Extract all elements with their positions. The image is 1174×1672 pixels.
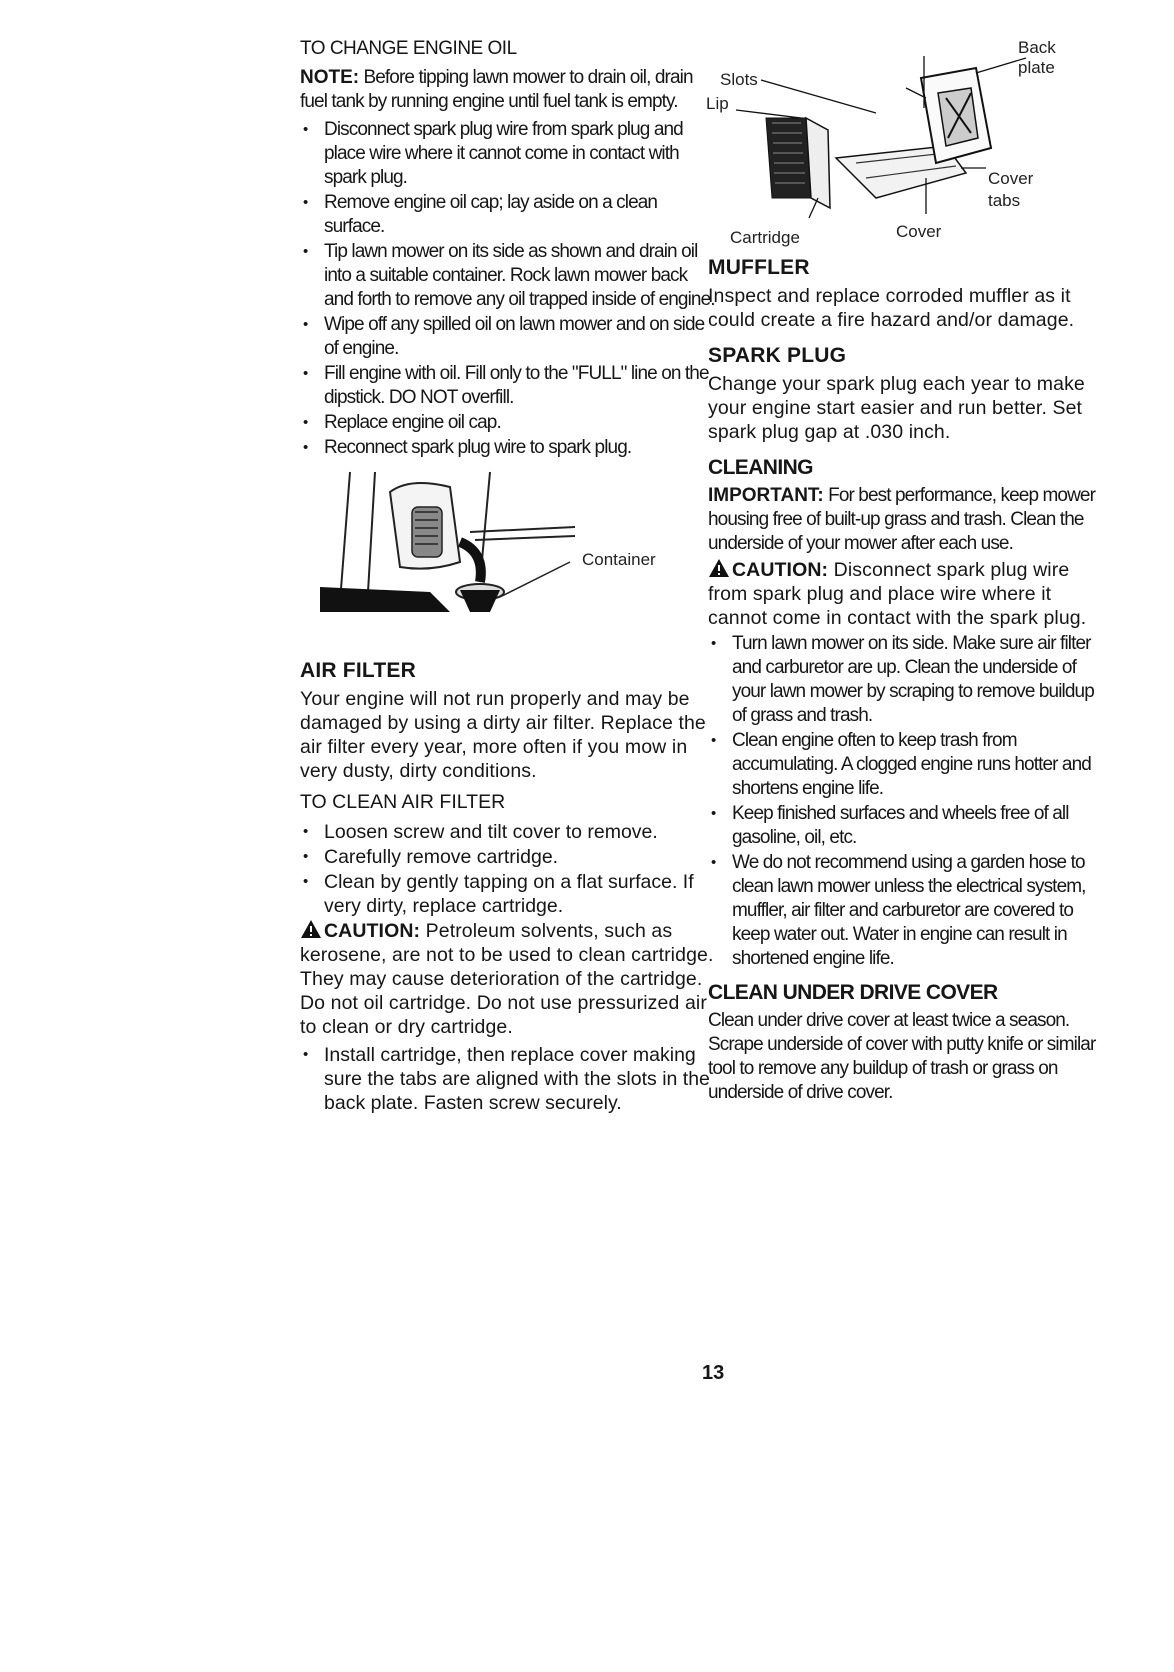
list-item: • Install cartridge, then replace cover making sure the tabs are aligned with the slots in the back plate. Fasten screw securely. [300, 1043, 720, 1115]
important-text: For best performance, keep mower housing free of built-up grass and trash. Clean the underside of your mower after each use. [708, 485, 1096, 554]
list-item: • Turn lawn mower on its side. Make sure air filter and carburetor are up. Clean the underside of your lawn mower by scraping to remove buildup of grass and trash. [708, 632, 1102, 728]
air-filter-text: Your engine will not run properly and may be damaged by using a dirty air filter. Replace the air filter every year, more often if you mow in very dusty, dirty conditions. [300, 688, 706, 782]
diagram-label-cover: Cover [896, 222, 942, 241]
note-label: NOTE: [300, 67, 360, 88]
list-item: • Keep finished surfaces and wheels free of all gasoline, oil, etc. [708, 802, 1102, 850]
list-item: • Clean engine often to keep trash from accumulating. A clogged engine runs hotter and shortens engine life. [708, 729, 1102, 801]
drive-cover-text: Clean under drive cover at least twice a season. Scrape underside of cover with putty knife or similar tool to remove any buildup of trash or grass on underside of drive cover. [708, 1010, 1096, 1103]
list-item: • Clean by gently tapping on a flat surface. If very dirty, replace cartridge. [300, 870, 720, 918]
diagram-label-slots: Slots [720, 70, 758, 89]
list-item: • Tip lawn mower on its side as shown and drain oil into a suitable container. Rock lawn mower back and forth to remove any oil trapped inside of engine. [300, 240, 720, 312]
cleaning-steps-list [708, 632, 1102, 971]
caution-label: CAUTION: [324, 920, 421, 942]
list-item: • Loosen screw and tilt cover to remove. [300, 820, 720, 844]
list-item: • Replace engine oil cap. [300, 411, 720, 435]
air-steps-list [300, 820, 720, 918]
air-caution [300, 919, 720, 1039]
caution-text: Petroleum solvents, such as kerosene, are not to be used to clean cartridge. They may cause deterioration of the cartridge. Do not oil cartridge. Do not use pressurized air to clean or dry cartridge. [300, 920, 714, 1038]
change-oil-title: TO CHANGE ENGINE OIL [300, 38, 517, 59]
list-item: • We do not recommend using a garden hose to clean lawn mower unless the electrical system, muffler, air filter and carburetor are covered to keep water out. Water in engine can result in shortened engine life. [708, 851, 1102, 971]
caution-text: Disconnect spark plug wire from spark plug and place wire where it cannot come in contact with the spark plug. [708, 559, 1087, 629]
important-paragraph [708, 484, 1102, 556]
spark-plug-heading: SPARK PLUG [708, 344, 847, 367]
drive-cover-heading: CLEAN UNDER DRIVE COVER [708, 981, 998, 1004]
note-paragraph [300, 66, 720, 114]
note-text: Before tipping lawn mower to drain oil, drain fuel tank by running engine until fuel tank is empty. [300, 67, 693, 112]
page-number: 13 [702, 1362, 725, 1384]
left-column [300, 38, 720, 1116]
list-item: • Wipe off any spilled oil on lawn mower and on side of engine. [300, 313, 720, 361]
caution-label: CAUTION: [732, 559, 829, 581]
list-item: • Carefully remove cartridge. [300, 845, 720, 869]
oil-drain-figure [300, 472, 720, 657]
muffler-text: Inspect and replace corroded muffler as it could create a fire hazard and/or damage. [708, 285, 1075, 331]
container-label: Container [582, 550, 656, 569]
air-filter-heading: AIR FILTER [300, 659, 416, 682]
list-item: • Disconnect spark plug wire from spark plug and place wire where it cannot come in contact with spark plug. [300, 118, 720, 190]
list-item: • Fill engine with oil. Fill only to the "FULL" line on the dipstick. DO NOT overfill. [300, 362, 720, 410]
right-column [708, 256, 1102, 1105]
important-label: IMPORTANT: [708, 485, 824, 506]
cleaning-caution [708, 558, 1102, 630]
spark-plug-text: Change your spark plug each year to make your engine start easier and run better. Set spark plug gap at .030 inch. [708, 373, 1085, 443]
diagram-label-cartridge: Cartridge [730, 228, 800, 247]
diagram-label-back-plate: Back plate [1018, 38, 1056, 77]
clean-air-filter-title: TO CLEAN AIR FILTER [300, 791, 506, 813]
list-item: • Reconnect spark plug wire to spark plug. [300, 436, 720, 460]
list-item: • Remove engine oil cap; lay aside on a clean surface. [300, 191, 720, 239]
air-filter-diagram [706, 38, 1066, 250]
warning-triangle-icon [300, 919, 322, 939]
warning-triangle-icon [708, 558, 730, 578]
diagram-label-lip: Lip [706, 94, 729, 113]
oil-steps-list [300, 118, 720, 460]
cleaning-heading: CLEANING [708, 456, 813, 479]
air-filter-exploded-view [706, 38, 1066, 250]
install-step-list [300, 1043, 720, 1115]
diagram-label-cover-tabs: Cover tabs [988, 169, 1034, 210]
muffler-heading: MUFFLER [708, 256, 810, 279]
